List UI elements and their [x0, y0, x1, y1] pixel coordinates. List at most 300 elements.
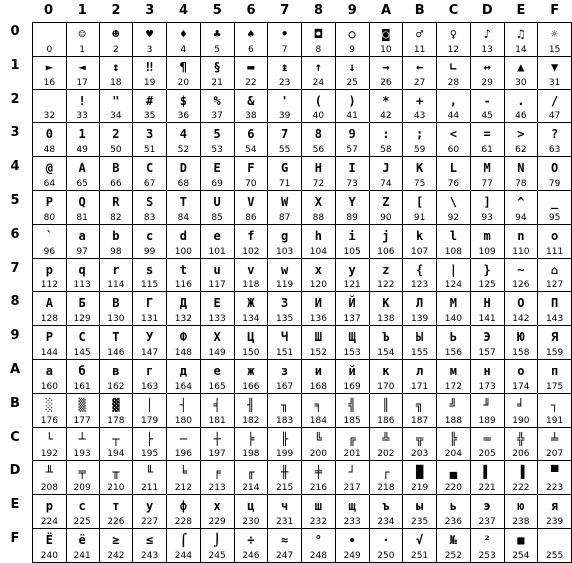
glyph-cell [471, 225, 505, 259]
glyph-cell [201, 326, 235, 360]
glyph-cell [235, 22, 269, 57]
glyph-cell [268, 90, 302, 124]
glyph-char: З [281, 296, 289, 311]
glyph-char: 2 [112, 127, 120, 142]
glyph-cell [66, 529, 100, 563]
glyph-code: 37 [211, 111, 223, 122]
glyph-char: э [483, 499, 491, 514]
glyph-code: 165 [208, 381, 226, 392]
column-header: 3 [145, 3, 155, 18]
glyph-cell [505, 56, 539, 90]
glyph-cell [235, 394, 269, 428]
glyph-char: ↕ [112, 59, 120, 74]
glyph-cell [538, 428, 572, 462]
glyph-cell [32, 394, 67, 428]
glyph-code: 176 [40, 415, 58, 426]
glyph-char: ♠ [247, 27, 255, 41]
glyph-cell [437, 157, 471, 191]
glyph-char: ÷ [247, 533, 255, 547]
glyph-code: 187 [411, 415, 429, 426]
glyph-code: 141 [478, 314, 496, 325]
glyph-char: • [281, 27, 289, 41]
glyph-code: 130 [107, 314, 125, 325]
column-header: B [414, 3, 425, 18]
glyph-char: F [247, 161, 255, 176]
glyph-cell [370, 529, 404, 563]
glyph-cell [403, 360, 437, 394]
glyph-cell [471, 292, 505, 326]
glyph-char: ╧ [551, 431, 559, 446]
glyph-cell [268, 428, 302, 462]
glyph-char: h [314, 228, 322, 243]
glyph-char: ╫ [281, 465, 289, 480]
glyph-code: 151 [276, 347, 294, 358]
glyph-cell [167, 394, 201, 428]
glyph-cell [437, 394, 471, 428]
column-header: 9 [347, 3, 357, 18]
glyph-cell [302, 292, 336, 326]
glyph-cell [370, 259, 404, 293]
glyph-char: √ [416, 533, 424, 547]
glyph-cell [538, 461, 572, 495]
glyph-char: ] [483, 195, 491, 209]
glyph-char: a [78, 228, 86, 243]
glyph-code: 123 [411, 280, 429, 291]
glyph-code: 246 [242, 550, 260, 561]
glyph-code: 22 [245, 77, 257, 88]
glyph-cell [471, 90, 505, 124]
glyph-char: t [179, 262, 187, 277]
glyph-char: 3 [146, 127, 154, 142]
glyph-cell [538, 225, 572, 259]
glyph-code: 91 [413, 212, 426, 223]
glyph-char: з [281, 364, 289, 378]
glyph-cell [505, 157, 539, 191]
glyph-char: ╨ [45, 465, 53, 480]
glyph-cell [302, 22, 336, 57]
glyph-code: 87 [278, 212, 291, 223]
glyph-char: у [146, 499, 154, 514]
glyph-code: 54 [245, 145, 257, 156]
glyph-code: 172 [444, 381, 462, 392]
glyph-code: 62 [515, 145, 527, 156]
glyph-code: 244 [174, 550, 192, 561]
glyph-code: 4 [180, 44, 187, 55]
glyph-cell [66, 461, 100, 495]
glyph-char: ы [416, 499, 424, 514]
glyph-code: 78 [515, 178, 527, 189]
glyph-code: 226 [107, 516, 125, 527]
glyph-cell [505, 225, 539, 259]
glyph-code: 227 [141, 516, 159, 527]
glyph-cell [32, 56, 67, 90]
glyph-code: 196 [174, 449, 192, 460]
glyph-cell [538, 529, 572, 563]
glyph-code: 89 [346, 212, 358, 223]
glyph-cell [437, 191, 471, 225]
glyph-cell [505, 428, 539, 462]
glyph-char: ▼ [551, 59, 559, 74]
glyph-cell [538, 394, 572, 428]
glyph-code: 219 [411, 483, 429, 494]
glyph-code: 215 [276, 483, 294, 494]
glyph-cell [336, 123, 370, 157]
glyph-char: ═ [483, 431, 491, 446]
glyph-code: 41 [346, 111, 358, 122]
glyph-code: 53 [211, 145, 223, 156]
glyph-cell [370, 191, 404, 225]
glyph-cell [302, 123, 336, 157]
glyph-cell [505, 394, 539, 428]
glyph-char: & [247, 93, 255, 108]
glyph-char: M [483, 161, 491, 176]
glyph-char: п [551, 364, 559, 378]
glyph-cell [302, 461, 336, 495]
glyph-code: 28 [447, 77, 460, 88]
glyph-char: % [213, 93, 221, 108]
glyph-char: ▲ [517, 59, 525, 74]
glyph-char: ◄ [78, 59, 86, 74]
glyph-char: ё [78, 533, 86, 547]
glyph-char [538, 531, 571, 549]
row-header: D [9, 463, 21, 479]
glyph-cell [437, 56, 471, 90]
glyph-code: 155 [411, 347, 429, 358]
glyph-char: ъ [382, 499, 390, 514]
glyph-cell [100, 495, 134, 529]
glyph-char: C [146, 161, 154, 176]
glyph-code: 109 [478, 246, 496, 257]
glyph-cell [235, 428, 269, 462]
glyph-cell [66, 394, 100, 428]
glyph-code: 6 [248, 44, 254, 55]
glyph-code: 139 [411, 314, 429, 325]
glyph-code: 248 [309, 550, 327, 561]
glyph-char: С [78, 330, 86, 345]
glyph-cell [235, 123, 269, 157]
glyph-code: 95 [548, 212, 561, 223]
column-header: 4 [178, 3, 189, 18]
glyph-cell [336, 461, 370, 495]
glyph-code: 23 [278, 77, 291, 88]
glyph-code: 148 [174, 347, 192, 358]
glyph-code: 240 [40, 550, 58, 561]
glyph-char: ↨ [281, 59, 289, 74]
glyph-char: ¶ [179, 59, 187, 74]
glyph-code: 221 [478, 483, 496, 494]
glyph-char: ♂ [416, 27, 424, 41]
glyph-char: Ц [247, 330, 255, 345]
glyph-char: w [281, 262, 289, 277]
glyph-code: 65 [76, 178, 88, 189]
glyph-char: ╩ [382, 431, 390, 446]
glyph-code: 20 [177, 77, 190, 88]
glyph-cell [133, 157, 167, 191]
glyph-char: x [314, 262, 322, 277]
glyph-char: ч [281, 499, 289, 514]
glyph-code: 40 [312, 111, 325, 122]
glyph-code: 143 [546, 314, 564, 325]
glyph-cell [201, 225, 235, 259]
glyph-char: ≤ [146, 533, 154, 547]
glyph-char: ╝ [449, 397, 457, 412]
glyph-cell [370, 123, 404, 157]
glyph-char: _ [551, 195, 559, 209]
glyph-code: 112 [40, 280, 58, 291]
glyph-char: > [517, 127, 525, 142]
glyph-code: 13 [481, 44, 493, 55]
glyph-cell [302, 394, 336, 428]
glyph-code: 213 [208, 483, 226, 494]
glyph-char: ╔ [348, 431, 356, 446]
glyph-code: 25 [346, 77, 358, 88]
glyph-cell [437, 259, 471, 293]
glyph-code: 140 [444, 314, 462, 325]
glyph-char: │ [146, 397, 154, 412]
glyph-char: ┐ [551, 397, 559, 412]
glyph-code: 238 [512, 516, 530, 527]
glyph-char: ╒ [213, 465, 221, 480]
glyph-cell [235, 191, 269, 225]
glyph-code: 52 [177, 145, 190, 156]
glyph-cell [471, 428, 505, 462]
glyph-code: 212 [174, 483, 192, 494]
glyph-cell [505, 90, 539, 124]
glyph-cell [100, 292, 134, 326]
glyph-code: 10 [380, 44, 392, 55]
glyph-char: ○ [348, 27, 356, 41]
glyph-char: ┬ [112, 431, 120, 446]
glyph-cell [167, 56, 201, 90]
glyph-char: ь [449, 499, 457, 514]
glyph-char: A [78, 161, 86, 176]
glyph-code: 39 [278, 111, 291, 122]
glyph-code: 126 [512, 280, 530, 291]
glyph-char: я [551, 499, 559, 514]
glyph-code: 105 [343, 246, 361, 257]
glyph-code: 236 [444, 516, 462, 527]
glyph-char: ↔ [483, 59, 491, 74]
glyph-cell [268, 259, 302, 293]
row-header: E [10, 497, 20, 513]
glyph-char: k [416, 228, 424, 243]
glyph-char: $ [179, 93, 187, 108]
glyph-code: 250 [377, 550, 395, 561]
glyph-cell [370, 428, 404, 462]
glyph-char: @ [45, 161, 53, 176]
glyph-cell [32, 259, 67, 293]
glyph-cell [336, 225, 370, 259]
glyph-code: 203 [411, 449, 429, 460]
row-header: 8 [10, 294, 20, 310]
glyph-cell [471, 326, 505, 360]
glyph-code: 92 [447, 212, 460, 223]
glyph-code: 124 [444, 280, 462, 291]
glyph-code: 193 [73, 449, 91, 460]
glyph-code: 171 [411, 381, 429, 392]
glyph-char: ┘ [348, 465, 356, 480]
glyph-cell [538, 292, 572, 326]
glyph-cell [133, 394, 167, 428]
glyph-char: c [146, 228, 154, 243]
glyph-cell [201, 56, 235, 90]
glyph-char: T [179, 195, 187, 209]
glyph-cell [100, 360, 134, 394]
glyph-char: ╦ [416, 431, 424, 446]
glyph-code: 106 [377, 246, 395, 257]
glyph-code: 11 [413, 44, 426, 55]
glyph-cell [302, 495, 336, 529]
glyph-cell [268, 191, 302, 225]
glyph-char: щ [348, 499, 356, 514]
glyph-code: 119 [276, 280, 294, 291]
glyph-cell [370, 495, 404, 529]
glyph-char: ≈ [281, 533, 289, 547]
glyph-code: 29 [481, 77, 493, 88]
glyph-code: 36 [177, 111, 190, 122]
glyph-char: и [314, 364, 322, 378]
glyph-code: 224 [40, 516, 58, 527]
glyph-code: 160 [40, 381, 58, 392]
glyph-cell [235, 225, 269, 259]
glyph-char: р [45, 499, 53, 514]
glyph-char: Ч [281, 330, 289, 345]
glyph-char: / [551, 93, 559, 108]
glyph-code: 159 [546, 347, 564, 358]
glyph-char: ♣ [213, 27, 221, 41]
glyph-char: Б [78, 296, 86, 311]
glyph-code: 31 [548, 77, 561, 88]
glyph-code: 3 [146, 44, 153, 55]
glyph-char: ц [247, 499, 255, 514]
glyph-char: u [213, 262, 221, 277]
glyph-char [33, 25, 66, 43]
glyph-code: 2 [113, 44, 119, 55]
glyph-char: ⌠ [179, 533, 187, 547]
glyph-code: 211 [141, 483, 159, 494]
glyph-char: Э [483, 330, 491, 345]
glyph-char: ╘ [179, 465, 187, 480]
glyph-cell [133, 22, 167, 57]
glyph-cell [268, 22, 302, 57]
glyph-code: 243 [141, 550, 159, 561]
glyph-code: 184 [309, 415, 327, 426]
glyph-code: 234 [377, 516, 395, 527]
glyph-cell [201, 529, 235, 563]
glyph-code: 174 [512, 381, 530, 392]
glyph-cell [201, 428, 235, 462]
glyph-char: ┤ [179, 397, 187, 412]
glyph-cell [133, 90, 167, 124]
glyph-cell [538, 360, 572, 394]
glyph-char: - [483, 93, 491, 108]
column-header: 8 [313, 3, 324, 18]
glyph-code: 80 [43, 212, 56, 223]
glyph-code: 38 [245, 111, 257, 122]
glyph-char: ° [314, 533, 322, 547]
glyph-code: 175 [546, 381, 564, 392]
glyph-char: Ь [449, 330, 457, 345]
glyph-cell [403, 259, 437, 293]
glyph-char: ` [45, 228, 53, 243]
glyph-cell [66, 259, 100, 293]
glyph-cell [32, 191, 67, 225]
glyph-code: 253 [478, 550, 496, 561]
glyph-cell [32, 292, 67, 326]
glyph-cell [403, 90, 437, 124]
glyph-cell [133, 259, 167, 293]
glyph-code: 182 [242, 415, 260, 426]
glyph-char: ∙ [348, 533, 356, 547]
glyph-code: 75 [413, 178, 426, 189]
glyph-code: 156 [444, 347, 462, 358]
glyph-char: ╣ [348, 397, 356, 412]
glyph-code: 153 [343, 347, 361, 358]
glyph-char: ♪ [483, 27, 491, 41]
glyph-code: 127 [546, 280, 564, 291]
glyph-code: 185 [343, 415, 361, 426]
glyph-cell [133, 292, 167, 326]
glyph-cell [100, 394, 134, 428]
glyph-code: 197 [208, 449, 226, 460]
glyph-cell [66, 495, 100, 529]
glyph-code: 186 [377, 415, 395, 426]
glyph-code: 216 [309, 483, 327, 494]
glyph-cell [100, 90, 134, 124]
glyph-char: в [112, 364, 120, 378]
glyph-char: L [449, 161, 457, 176]
glyph-code: 24 [312, 77, 325, 88]
glyph-char: \ [449, 195, 457, 209]
glyph-cell [471, 360, 505, 394]
glyph-code: 5 [214, 44, 220, 55]
glyph-char: X [314, 195, 322, 209]
glyph-char: Y [348, 195, 356, 209]
glyph-cell [268, 360, 302, 394]
glyph-code: 255 [546, 550, 564, 561]
glyph-cell [100, 191, 134, 225]
glyph-char: P [45, 195, 53, 209]
glyph-cell [437, 123, 471, 157]
glyph-cell [403, 56, 437, 90]
glyph-cell [403, 191, 437, 225]
glyph-char: ☼ [551, 27, 559, 41]
glyph-char: [ [416, 195, 424, 209]
glyph-cell [235, 529, 269, 563]
glyph-char: ♥ [146, 27, 154, 41]
glyph-char: ⌂ [551, 262, 559, 277]
glyph-code: 114 [107, 280, 125, 291]
glyph-code: 46 [515, 111, 527, 122]
glyph-char: ▐ [517, 465, 525, 480]
glyph-code: 104 [309, 246, 327, 257]
row-header: 1 [10, 57, 20, 73]
glyph-char: ╜ [483, 397, 491, 412]
glyph-cell [302, 90, 336, 124]
glyph-char: q [78, 262, 86, 277]
glyph-cell [32, 529, 67, 563]
glyph-code: 181 [208, 415, 226, 426]
glyph-cell [268, 292, 302, 326]
glyph-cell [505, 123, 539, 157]
glyph-char: ▀ [551, 465, 559, 480]
glyph-cell [403, 428, 437, 462]
glyph-code: 42 [380, 111, 392, 122]
glyph-cell [167, 495, 201, 529]
glyph-cell [538, 495, 572, 529]
glyph-code: 167 [276, 381, 294, 392]
glyph-cell [336, 292, 370, 326]
